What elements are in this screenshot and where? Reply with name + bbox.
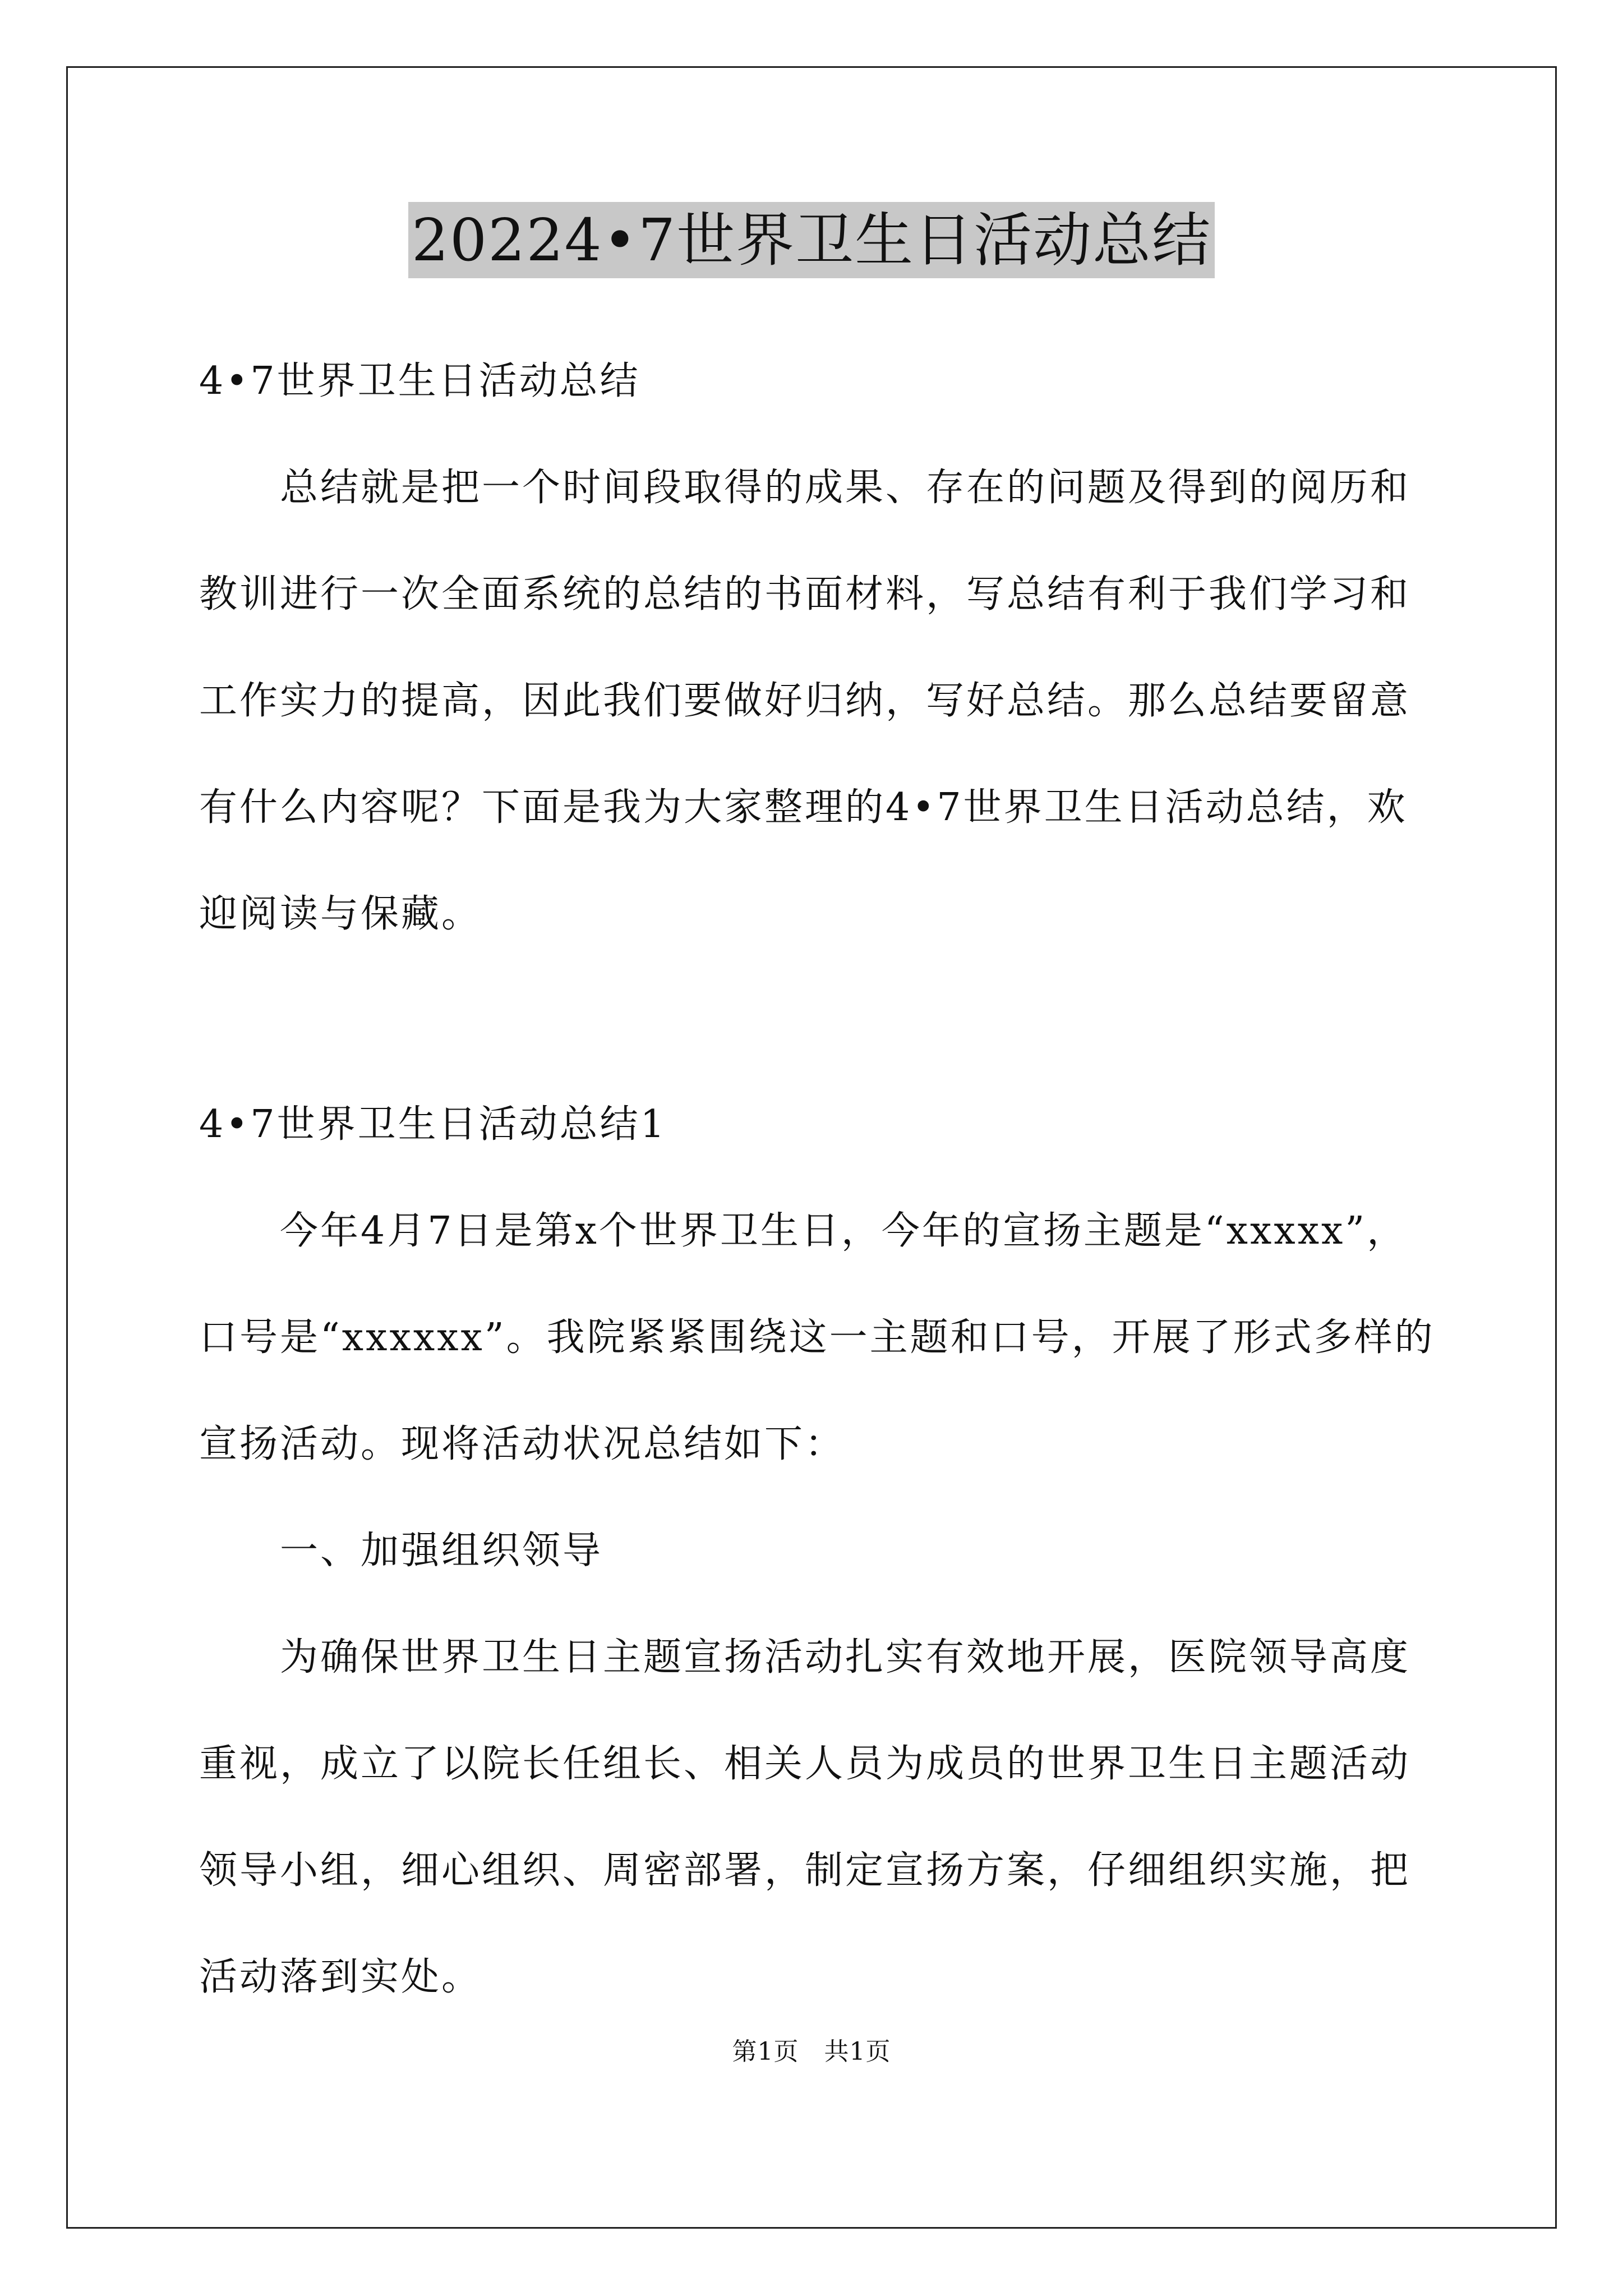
intro-paragraph-line-2: 教训进行一次全面系统的总结的书面材料，写总结有利于我们学习和: [199, 572, 1411, 616]
section1-line-5: 重视，成立了以院长任组长、相关人员为成员的世界卫生日主题活动: [199, 1742, 1411, 1786]
intro-paragraph-line-1: 总结就是把一个时间段取得的成果、存在的问题及得到的阅历和: [199, 466, 1411, 510]
title-container: [0, 202, 1623, 278]
subtitle-line: 4•7世界卫生日活动总结: [199, 359, 640, 403]
intro-paragraph-line-5: 迎阅读与保藏。: [199, 892, 482, 936]
section1-line-6: 领导小组，细心组织、周密部署，制定宣扬方案，仔细组织实施，把: [199, 1848, 1411, 1893]
page-footer: 第1页 共1页: [732, 2037, 891, 2066]
subheading-organization: 一、加强组织领导: [199, 1529, 603, 1573]
document-title: 20224•7世界卫生日活动总结: [408, 202, 1215, 278]
section1-line-3: 宣扬活动。现将活动状况总结如下：: [199, 1422, 846, 1466]
section1-line-1: 今年4月7日是第x个世界卫生日，今年的宣扬主题是“xxxxx”，: [199, 1209, 1408, 1253]
section1-line-2: 口号是“xxxxxx”。我院紧紧围绕这一主题和口号，开展了形式多样的: [199, 1315, 1435, 1360]
intro-paragraph-line-4: 有什么内容呢？下面是我为大家整理的4•7世界卫生日活动总结，欢: [199, 785, 1408, 830]
section1-line-4: 为确保世界卫生日主题宣扬活动扎实有效地开展，医院领导高度: [199, 1635, 1411, 1680]
section-heading-1: 4•7世界卫生日活动总结1: [199, 1102, 667, 1147]
intro-paragraph-line-3: 工作实力的提高，因此我们要做好归纳，写好总结。那么总结要留意: [199, 679, 1411, 723]
section1-line-7: 活动落到实处。: [199, 1955, 482, 1999]
